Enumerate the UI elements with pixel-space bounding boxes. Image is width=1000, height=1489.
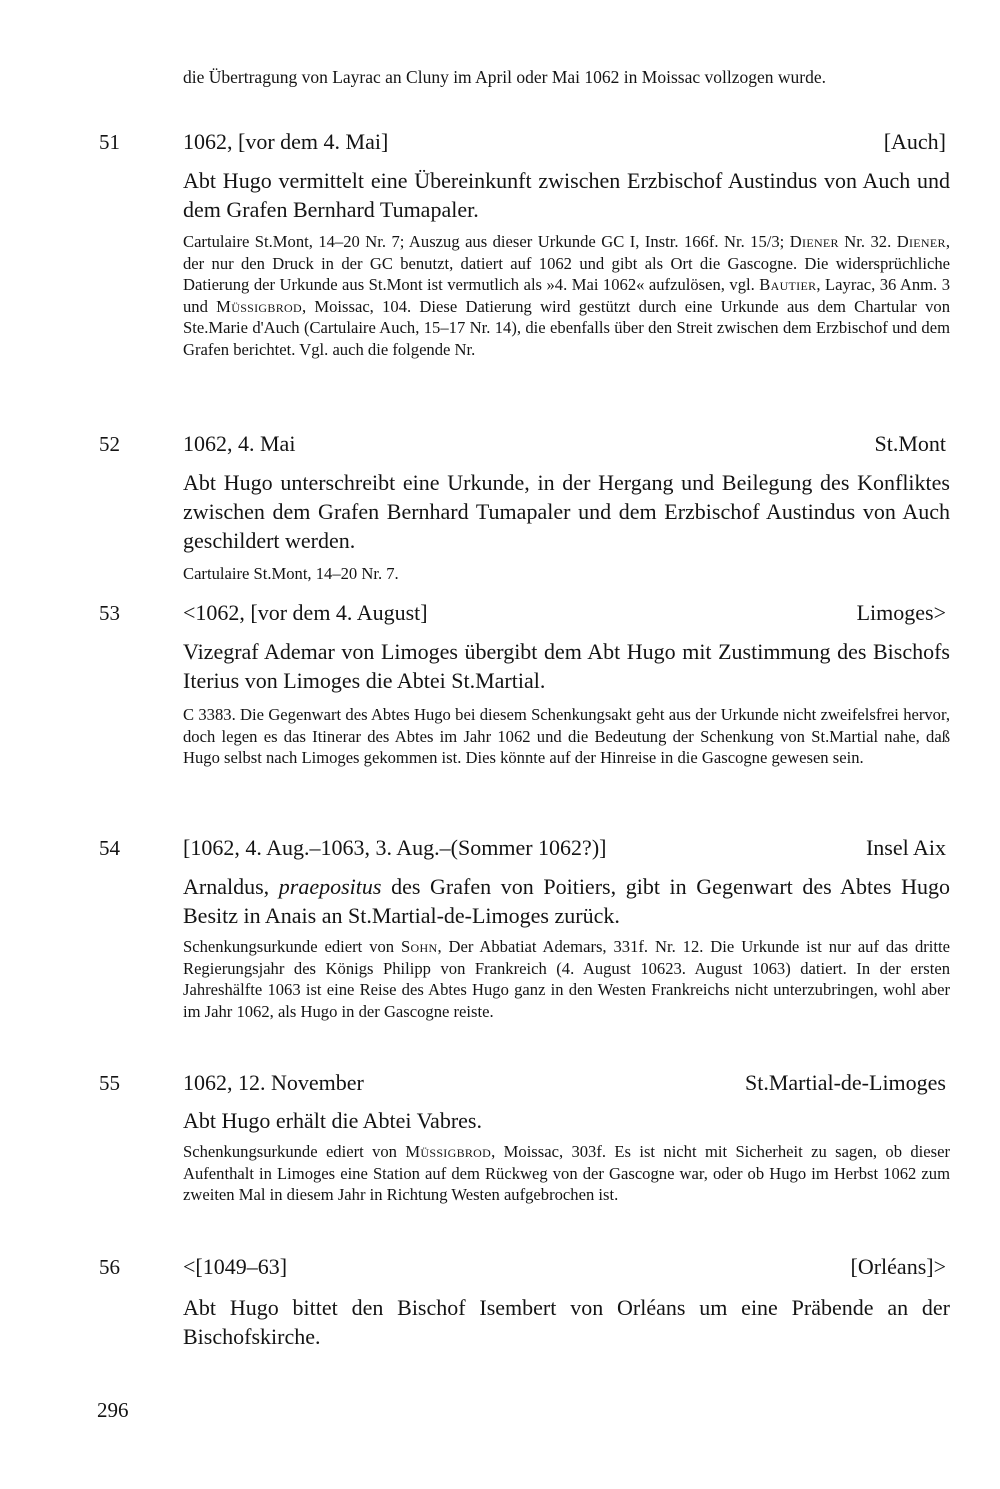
entry-date: <[1049–63] [183, 1254, 288, 1279]
entry-date: [1062, 4. Aug.–1063, 3. Aug.–(Sommer 1062?)] [183, 835, 607, 860]
entry-heading [183, 430, 946, 458]
entry-place: St.Mont [874, 431, 946, 456]
entry-number: 51 [99, 130, 120, 154]
entry-heading [183, 834, 946, 862]
entry-summary: Arnaldus, praepositus des Grafen von Poitiers, gibt in Gegenwart des Abtes Hugo Besitz in Anais an St.Martial-de-Limoges zurück. [183, 874, 950, 928]
entry-place: St.Martial-de-Limoges [744, 1070, 946, 1095]
entry-number: 55 [99, 1071, 120, 1095]
entry-summary: Abt Hugo unterschreibt eine Urkunde, in der Hergang und Beilegung des Konfliktes zwischen dem Grafen Bernhard Tumapaler und dem Erzbischof Austindus von Auch geschildert werden. [183, 470, 950, 553]
entry-date: 1062, 4. Mai [183, 431, 296, 456]
entry-heading [183, 599, 946, 627]
entry-note: Cartulaire St.Mont, 14–20 Nr. 7. [183, 564, 399, 583]
entry-number: 56 [99, 1255, 120, 1279]
entry-place: Limoges> [856, 600, 946, 625]
entry-place: [Orléans]> [850, 1254, 946, 1279]
entry-date: 1062, [vor dem 4. Mai] [183, 129, 389, 154]
entry-heading [183, 128, 946, 156]
entry-summary: Abt Hugo vermittelt eine Übereinkunft zwischen Erzbischof Austindus von Auch und dem Grafen Bernhard Tumapaler. [183, 168, 950, 222]
entry-heading [183, 1253, 946, 1281]
entry-date: <1062, [vor dem 4. August] [183, 600, 428, 625]
entry-number: 52 [99, 432, 120, 456]
entry-note: Schenkungsurkunde ediert von Müssigbrod, Moissac, 303f. Es ist nicht mit Sicherheit zu sagen, ob dieser Aufenthalt in Limoges eine Station auf dem Rückweg von der Gascogne war, oder ob Hugo im Herbst 1062 zum zweiten Mal in diesem Jahr in Richtung Westen aufgebrochen ist. [183, 1142, 950, 1205]
entry-place: [Auch] [883, 129, 946, 154]
entry-number: 54 [99, 836, 120, 860]
entry-number: 53 [99, 601, 120, 625]
entry-date: 1062, 12. November [183, 1070, 364, 1095]
entry-note: C 3383. Die Gegenwart des Abtes Hugo bei diesem Schenkungsakt geht aus der Urkunde nicht zweifelsfrei hervor, doch legen es das Itinerar des Abtes im Jahr 1062 und die Bedeutung der Schenkung von St.Martial nahe, daß Hugo selbst nach Limoges gekommen ist. Dies könnte auf der Hinreise in die Gascogne gewesen sein. [183, 705, 950, 768]
entry-summary: Abt Hugo bittet den Bischof Isembert von Orléans um eine Präbende an der Bischofskirche. [183, 1295, 950, 1349]
entry-heading [183, 1069, 946, 1097]
intro-note: die Übertragung von Layrac an Cluny im April oder Mai 1062 in Moissac vollzogen wurde. [183, 67, 826, 87]
entry-note: Schenkungsurkunde ediert von Sohn, Der Abbatiat Ademars, 331f. Nr. 12. Die Urkunde ist nur auf das dritte Regierungsjahr des Königs Philipp von Frankreich (4. August 10623. August 1063) datiert. In der ersten Jahreshälfte 1063 ist eine Reise des Abtes Hugo ganz in den Westen Frankreichs nicht unterzubringen, wohl aber im Jahr 1062, als Hugo in der Gascogne reiste. [183, 937, 950, 1021]
entry-place: Insel Aix [865, 835, 946, 860]
entry-note: Cartulaire St.Mont, 14–20 Nr. 7; Auszug aus dieser Urkunde GC I, Instr. 166f. Nr. 15/3; Diener Nr. 32. Diener, der nur den Druck in der GC benutzt, datiert auf 1062 und gibt als Ort die Gascogne. Die widersprüchliche Datierung der Urkunde aus St.Mont ist vermutlich als »4. Mai 1062« aufzulösen, vgl. Bautier, Layrac, 36 Anm. 3 und Müssigbrod, Moissac, 104. Diese Datierung wird gestützt durch eine Urkunde aus dem Chartular von Ste.Marie d'Auch (Cartulaire Auch, 15–17 Nr. 14), die ebenfalls über den Streit zwischen dem Erzbischof und dem Grafen berichtet. Vgl. auch die folgende Nr. [183, 232, 950, 359]
entry-summary: Vizegraf Ademar von Limoges übergibt dem Abt Hugo mit Zustimmung des Bischofs Iterius von Limoges die Abtei St.Martial. [183, 639, 950, 693]
entry-summary: Abt Hugo erhält die Abtei Vabres. [183, 1108, 482, 1133]
page-number: 296 [97, 1398, 129, 1422]
